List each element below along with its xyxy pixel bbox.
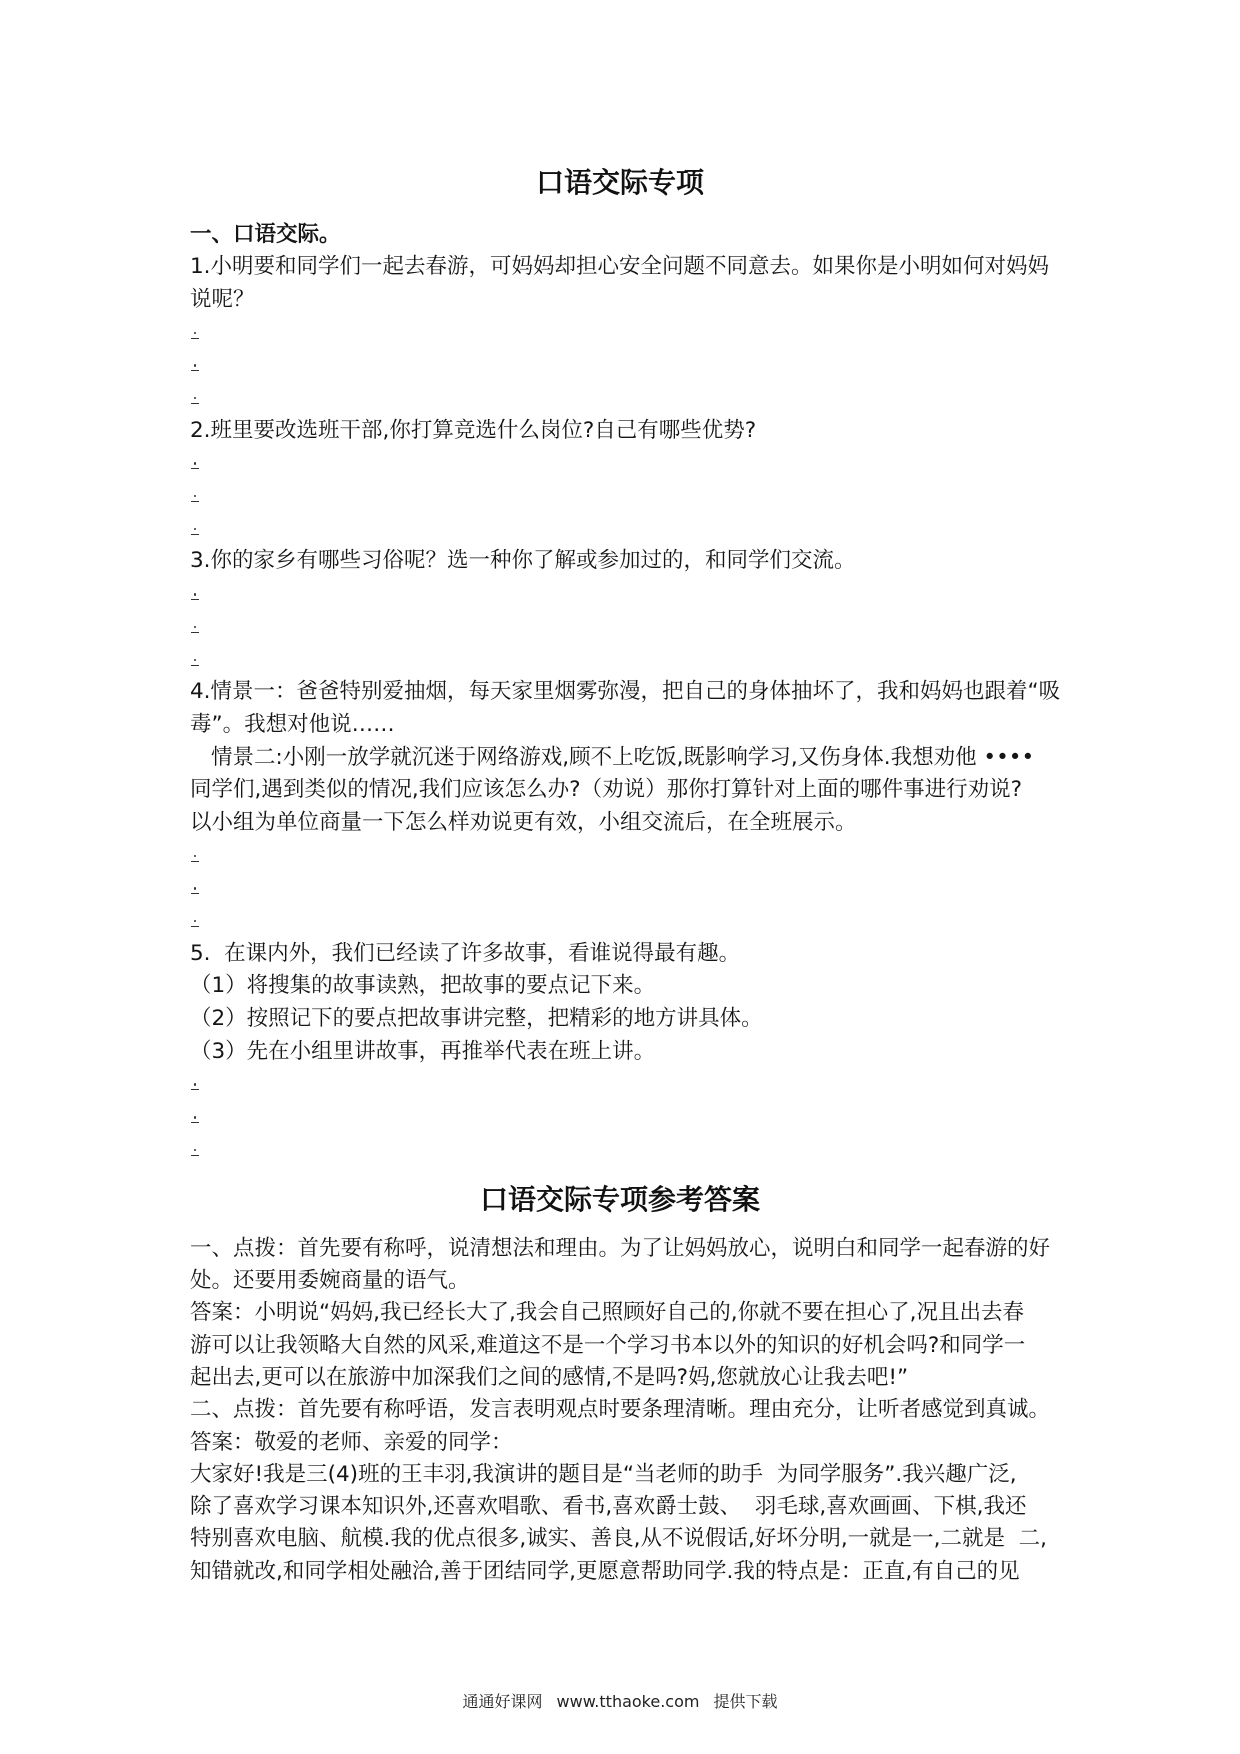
section-heading: 一、口语交际。 bbox=[190, 221, 341, 247]
question-4 bbox=[190, 676, 1090, 938]
question-text-line: 情景二:小刚一放学就沉迷于网络游戏,顾不上吃饭,既影响学习,又伤身体.我想劝他 •••• bbox=[211, 744, 1035, 770]
answer-blank-line bbox=[190, 349, 1090, 382]
answer-blank-line bbox=[190, 317, 1090, 350]
answer-blank-line bbox=[190, 447, 1090, 480]
page-title: 口语交际专项 bbox=[535, 166, 704, 199]
question-sub-item: （2）按照记下的要点把故事讲完整，把精彩的地方讲具体。 bbox=[190, 1006, 763, 1032]
answer-blank-line bbox=[190, 872, 1090, 905]
question-sub-item: （3）先在小组里讲故事，再推举代表在班上讲。 bbox=[190, 1038, 656, 1064]
answer-part-2 bbox=[190, 1394, 1090, 1588]
question-text-line: 同学们,遇到类似的情况,我们应该怎么办?（劝说）那你打算针对上面的哪件事进行劝说? bbox=[190, 777, 1022, 803]
question-5 bbox=[190, 938, 1090, 1167]
blank-line-mark bbox=[191, 592, 199, 600]
answers-section bbox=[190, 1233, 1090, 1588]
answer-line: 答案：敬爱的老师、亲爱的同学： bbox=[190, 1429, 513, 1455]
answer-blank-line bbox=[190, 480, 1090, 513]
hint-line: 处。还要用委婉商量的语气。 bbox=[190, 1268, 470, 1294]
question-1 bbox=[190, 251, 1090, 414]
blank-line-mark bbox=[191, 1148, 199, 1156]
page-footer bbox=[0, 1690, 1240, 1714]
question-text-line: 毒”。我想对他说…… bbox=[190, 711, 395, 737]
answer-blank-line bbox=[190, 840, 1090, 873]
blank-line-mark bbox=[191, 1115, 199, 1123]
answer-line: 特别喜欢电脑、航模.我的优点很多,诚实、善良,从不说假话,好坏分明,一就是一,二就是 二, bbox=[190, 1526, 1048, 1552]
answer-part-1 bbox=[190, 1233, 1090, 1394]
answer-line: 答案：小明说“妈妈,我已经长大了,我会自己照顾好自己的,你就不要在担心了,况且出去春 bbox=[190, 1300, 1024, 1326]
blank-line-mark bbox=[191, 363, 199, 371]
question-sub-item: （1）将搜集的故事读熟，把故事的要点记下来。 bbox=[190, 973, 656, 999]
exercise-section bbox=[190, 219, 1090, 1167]
answer-blank-line bbox=[190, 1134, 1090, 1167]
question-3 bbox=[190, 545, 1090, 676]
blank-line-mark bbox=[191, 494, 199, 502]
answer-blank-line bbox=[190, 382, 1090, 415]
answer-blank-line bbox=[190, 644, 1090, 677]
answers-title: 口语交际专项参考答案 bbox=[479, 1183, 760, 1216]
answer-line: 除了喜欢学习课本知识外,还喜欢唱歌、看书,喜欢爵士鼓、 羽毛球,喜欢画画、下棋,我还 bbox=[190, 1494, 1027, 1520]
question-text-line: 以小组为单位商量一下怎么样劝说更有效，小组交流后，在全班展示。 bbox=[190, 809, 857, 835]
blank-line-mark bbox=[191, 331, 199, 339]
question-2 bbox=[190, 415, 1090, 546]
blank-line-mark bbox=[191, 461, 199, 469]
hint-line: 一、点拨：首先要有称呼，说清想法和理由。为了让妈妈放心，说明白和同学一起春游的好 bbox=[190, 1235, 1051, 1261]
blank-line-mark bbox=[191, 854, 199, 862]
blank-line-mark bbox=[191, 527, 199, 535]
answer-line: 大家好!我是三(4)班的王丰羽,我演讲的题目是“当老师的助手 为同学服务”.我兴趣广泛, bbox=[190, 1461, 1017, 1487]
footer-site-name: 通通好课网 bbox=[462, 1692, 543, 1711]
hint-line: 二、点拨：首先要有称呼语，发言表明观点时要条理清晰。理由充分，让听者感觉到真诚。 bbox=[190, 1397, 1051, 1423]
answer-blank-line bbox=[190, 905, 1090, 938]
question-text-line: 3.你的家乡有哪些习俗呢？选一种你了解或参加过的，和同学们交流。 bbox=[190, 548, 856, 574]
blank-line-mark bbox=[191, 886, 199, 894]
question-text-line: 2.班里要改选班干部,你打算竞选什么岗位?自己有哪些优势? bbox=[190, 417, 757, 443]
blank-line-mark bbox=[191, 658, 199, 666]
blank-line-mark bbox=[191, 1082, 199, 1090]
answer-line: 知错就改,和同学相处融洽,善于团结同学,更愿意帮助同学.我的特点是：正直,有自己的见 bbox=[190, 1558, 1020, 1584]
blank-line-mark bbox=[191, 396, 199, 404]
question-text-line: 5. 在课内外，我们已经读了许多故事，看谁说得最有趣。 bbox=[190, 940, 741, 966]
question-text-line: 4.情景一：爸爸特别爱抽烟，每天家里烟雾弥漫，把自己的身体抽坏了，我和妈妈也跟着“吸 bbox=[190, 679, 1061, 705]
question-text-line: 说呢？ bbox=[190, 286, 255, 312]
blank-line-mark bbox=[191, 625, 199, 633]
blank-line-mark bbox=[191, 919, 199, 927]
answer-blank-line bbox=[190, 1101, 1090, 1134]
question-text-line: 1.小明要和同学们一起去春游，可妈妈却担心安全问题不同意去。如果你是小明如何对妈妈 bbox=[190, 254, 1050, 280]
answer-blank-line bbox=[190, 513, 1090, 546]
answer-line: 游可以让我领略大自然的风采,难道这不是一个学习书本以外的知识的好机会吗?和同学一 bbox=[190, 1332, 1026, 1358]
footer-note: 提供下载 bbox=[713, 1692, 778, 1711]
answer-line: 起出去,更可以在旅游中加深我们之间的感情,不是吗?妈,您就放心让我去吧!” bbox=[190, 1364, 909, 1390]
answer-blank-line bbox=[190, 611, 1090, 644]
footer-url: www.tthaoke.com bbox=[556, 1692, 700, 1711]
answer-blank-line bbox=[190, 1068, 1090, 1101]
answer-blank-line bbox=[190, 578, 1090, 611]
